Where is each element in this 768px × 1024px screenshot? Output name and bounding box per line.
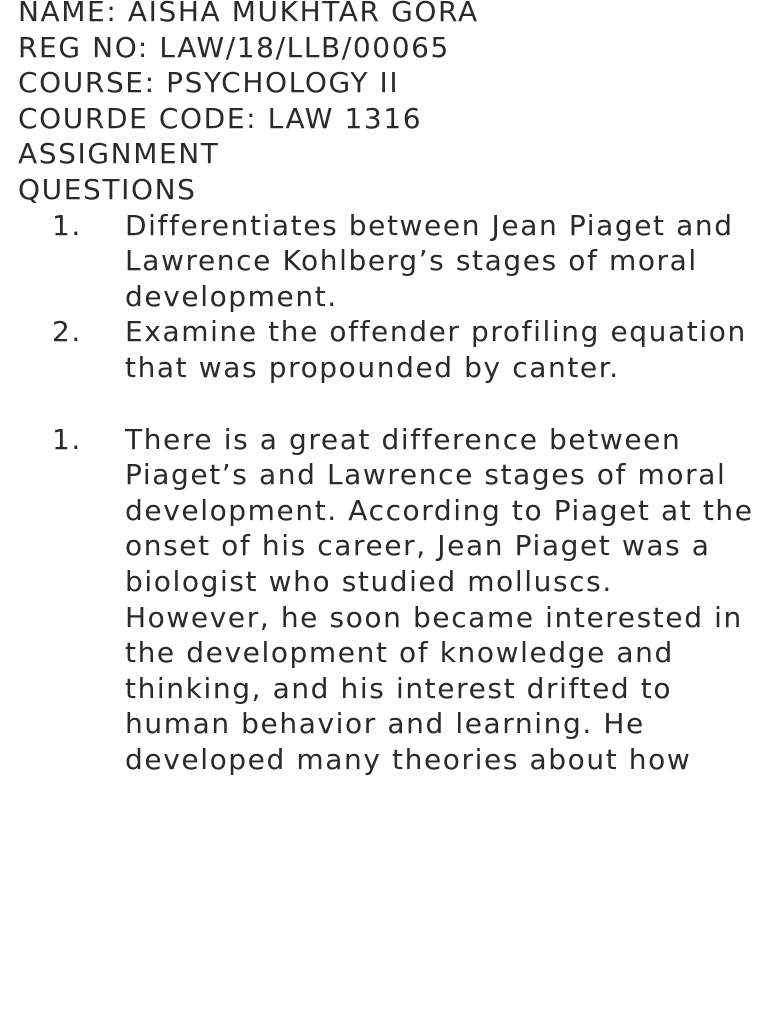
- assignment-label: ASSIGNMENT: [18, 137, 220, 171]
- course-code: COURDE CODE: LAW 1316: [18, 101, 423, 135]
- answer-number: 1.: [52, 422, 82, 456]
- student-header: [18, 0, 756, 208]
- registration-number: REG NO: LAW/18/LLB/00065: [18, 30, 450, 64]
- question-text: Differentiates between Jean Piaget and Lawrence Kohlberg’s stages of moral development.: [125, 208, 734, 313]
- student-name: NAME: AISHA MUKHTAR GORA: [18, 0, 479, 28]
- question-item: [18, 314, 756, 385]
- question-number: 2.: [52, 315, 82, 349]
- answer-text: There is a great difference between Piaget’s and Lawrence stages of moral development. According to Piaget at the onset of his career, Jean Piaget was a biologist who studied molluscs. However, he soon became interested in the development of knowledge and thinking, and his interest drifted to human behavior and learning. He developed many theories about how: [125, 422, 754, 776]
- question-number: 1.: [52, 208, 82, 242]
- answer-list: [18, 422, 756, 778]
- question-text: Examine the offender profiling equation that was propounded by canter.: [125, 315, 747, 384]
- question-item: [18, 208, 756, 315]
- course-name: COURSE: PSYCHOLOGY II: [18, 66, 400, 100]
- answer-item: [18, 422, 756, 778]
- question-list: [18, 208, 756, 386]
- questions-label: QUESTIONS: [18, 172, 197, 206]
- section-spacer: [18, 386, 756, 422]
